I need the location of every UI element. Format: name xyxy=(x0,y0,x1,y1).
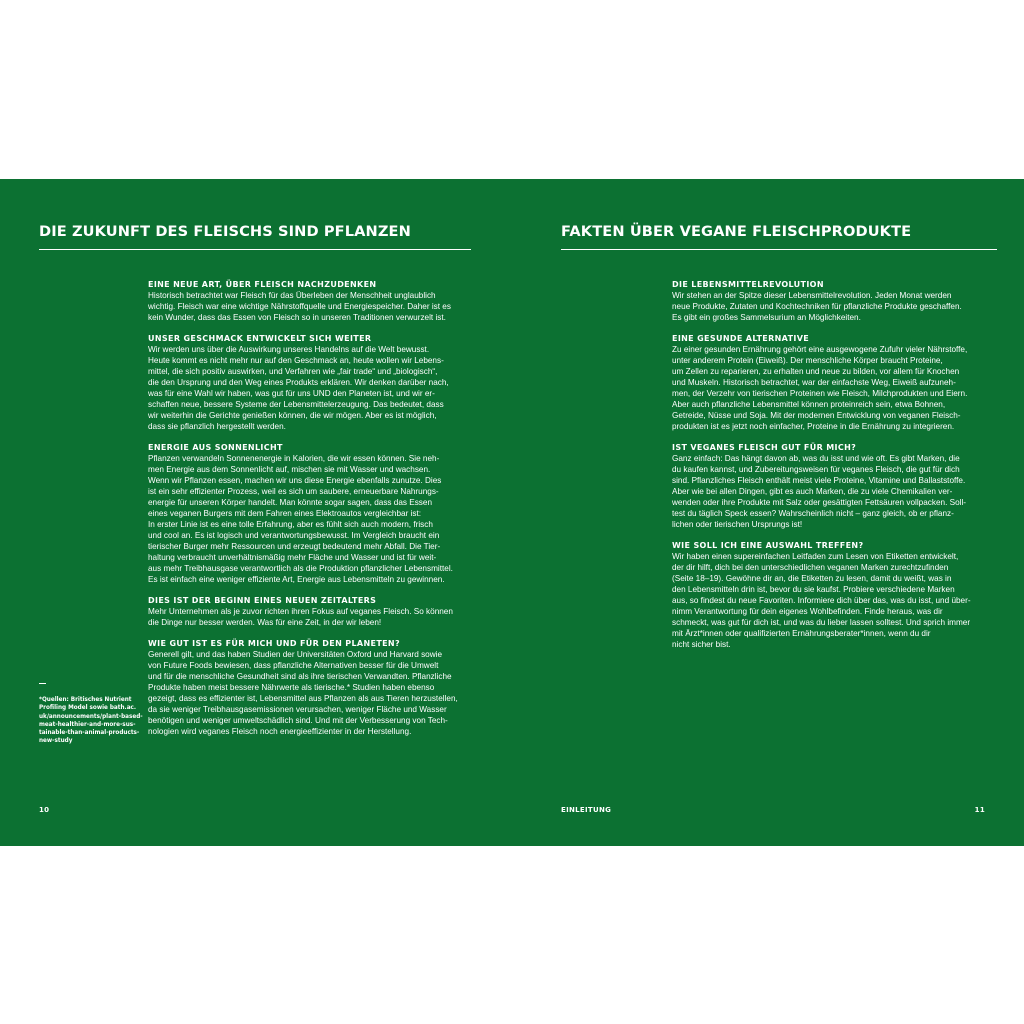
text-line: men Energie aus dem Sonnenlicht auf, mischen sie mit Wasser und wachsen. xyxy=(148,465,431,474)
left-page xyxy=(0,179,512,846)
text-line: Aber auch pflanzliche Lebensmittel können proteinreich sein, etwa Bohnen, xyxy=(672,400,946,409)
text-line: aus mehr Treibhausgase verantwortlich als die Produktion pflanzlicher Lebensmittel. xyxy=(148,564,453,573)
article-section xyxy=(148,638,468,737)
text-line: Historisch betrachtet war Fleisch für das Überleben der Menschheit unglaublich xyxy=(148,291,436,300)
text-line: Generell gilt, und das haben Studien der Universitäten Oxford und Harvard sowie xyxy=(148,650,443,659)
text-line: Mehr Unternehmen als je zuvor richten ihren Fokus auf veganes Fleisch. So können xyxy=(148,607,453,616)
section-body xyxy=(148,606,468,628)
text-line: Es ist einfach eine weniger effiziente Art, Energie aus Lebensmitteln zu gewinnen. xyxy=(148,575,445,584)
section-title: DIES IST DER BEGINN EINES NEUEN ZEITALTERS xyxy=(148,596,377,605)
section-body xyxy=(148,344,468,432)
article-section xyxy=(672,540,992,650)
footnote-line: *Quellen: Britisches Nutrient xyxy=(39,697,132,703)
text-line: und Muskeln. Historisch betrachtet, war der einfachste Weg, Eiweiß aufzuneh- xyxy=(672,378,956,387)
footnote-line: meat-healthier-and-more-sus- xyxy=(39,721,136,728)
article-section xyxy=(148,279,468,323)
text-line: schmeckt, was gut für dich ist, und was du lieber lassen solltest. Und sprich immer xyxy=(672,618,971,627)
section-body xyxy=(672,453,992,530)
footnote xyxy=(39,683,144,746)
text-line: energie für unseren Körper handelt. Man könnte sogar sagen, dass das Essen xyxy=(148,498,433,507)
text-line: kein Wunder, dass das Essen von Fleisch so in unseren Traditionen verwurzelt ist. xyxy=(148,313,446,322)
text-line: lichen oder tierischen Ursprungs ist! xyxy=(672,520,803,529)
section-title: DIE LEBENSMITTELREVOLUTION xyxy=(672,280,824,289)
text-line: Es gibt ein großes Sammelsurium an Möglichkeiten. xyxy=(672,313,861,322)
text-line: eines veganen Burgers mit dem Fahren eines Elektroautos vergleichbar ist: xyxy=(148,509,422,518)
section-title: WIE GUT IST ES FÜR MICH UND FÜR DEN PLANETEN? xyxy=(148,639,400,648)
heading-rule xyxy=(39,249,471,250)
section-body xyxy=(672,344,992,432)
text-line: wichtig. Fleisch war eine wichtige Nährstoffquelle und Energiespeicher. Daher ist es xyxy=(148,302,451,311)
article-section xyxy=(672,442,992,530)
text-line: unter anderem Protein (Eiweiß). Der menschliche Körper braucht Proteine, xyxy=(672,356,943,365)
text-line: test du täglich Speck essen? Wahrscheinlich nicht – ganz gleich, ob er pflanz- xyxy=(672,509,954,518)
text-line: sind. Pflanzliches Fleisch enthält meist viele Proteine, Vitamine und Ballaststoffe. xyxy=(672,476,966,485)
text-line: Wir stehen an der Spitze dieser Lebensmittelrevolution. Jeden Monat werden xyxy=(672,291,952,300)
section-body xyxy=(672,290,992,323)
text-line: der dir hilft, dich bei den unterschiedlichen veganen Marken zurechtzufinden xyxy=(672,563,949,572)
text-line: gezeigt, dass es effizienter ist, Lebensmittel aus Pflanzen als aus Tieren herzustellen, xyxy=(148,694,458,703)
left-page-heading: DIE ZUKUNFT DES FLEISCHS SIND PFLANZEN xyxy=(39,223,411,240)
section-body xyxy=(148,649,468,737)
text-line: Wir werden uns über die Auswirkung unseres Handelns auf die Welt bewusst. xyxy=(148,345,430,354)
text-line: wir weiterhin die Gerichte genießen können, die wir mögen. Aber es ist möglich, xyxy=(148,411,437,420)
text-line: Getreide, Nüsse und Soja. Mit der modernen Entwicklung von veganen Fleisch- xyxy=(672,411,961,420)
running-section-label: EINLEITUNG xyxy=(561,806,612,814)
text-line: tierischer Burger mehr Ressourcen und erzeugt bedeutend mehr Abfall. Die Tier- xyxy=(148,542,441,551)
text-line: um Zellen zu reparieren, zu erhalten und neue zu bilden, vor allem für Knochen xyxy=(672,367,960,376)
text-line: mittel, die sich positiv auswirken, und Verfahren wie „fair trade“ und „biologisch“, xyxy=(148,367,438,376)
text-line: nimm Verantwortung für dein eigenes Wohlbefinden. Finde heraus, was dir xyxy=(672,607,943,616)
article-section xyxy=(672,279,992,323)
left-text-column xyxy=(148,279,468,747)
text-line: Wir haben einen supereinfachen Leitfaden zum Lesen von Etiketten entwickelt, xyxy=(672,552,959,561)
text-line: Pflanzen verwandeln Sonnenenergie in Kalorien, die wir essen können. Sie neh- xyxy=(148,454,440,463)
text-line: du kaufen kannst, und Zubereitungsweisen für veganes Fleisch, die gut für dich xyxy=(672,465,960,474)
right-page xyxy=(512,179,1024,846)
book-spread xyxy=(0,179,1024,846)
footnote-line: Profiling Model sowie bath.ac. xyxy=(39,705,137,712)
text-line: Wenn wir Pflanzen essen, machen wir uns diese Energie ebenfalls zunutze. Dies xyxy=(148,476,442,485)
text-line: haltung verbraucht unverhältnismäßig mehr Fläche und Wasser und ist für weit- xyxy=(148,553,437,562)
text-line: und cool an. Es ist logisch und verantwortungsbewusst. Im Vergleich braucht ein xyxy=(148,531,440,540)
section-body xyxy=(672,551,992,650)
text-line: und für die menschliche Gesundheit sind als ihre tierischen Verwandten. Pflanzliche xyxy=(148,672,452,681)
page-number: 11 xyxy=(974,806,985,814)
section-title: WIE SOLL ICH EINE AUSWAHL TREFFEN? xyxy=(672,541,864,550)
right-text-column xyxy=(672,279,992,660)
text-line: da sie weniger Treibhausgasemissionen verursachen, weniger Fläche und Wasser xyxy=(148,705,447,714)
text-line: produkten ist es jetzt noch einfacher, Proteine in die Ernährung zu integrieren. xyxy=(672,422,955,431)
text-line: Produkte haben meist bessere Nährwerte als tierische.* Studien haben ebenso xyxy=(148,683,435,692)
text-line: nologien wird veganes Fleisch noch energieeffizienter in der Herstellung. xyxy=(148,727,412,736)
footnote-line: tainable-than-animal-products- xyxy=(39,730,140,737)
text-line: men, der Verzehr von tierischen Proteinen wie Fleisch, Milchprodukten und Eiern. xyxy=(672,389,968,398)
text-line: die den Ursprung und den Weg eines Produkts erklären. Wir denken darüber nach, xyxy=(148,378,449,387)
text-line: benötigen und weniger umweltschädlich sind. Und mit der Verbesserung von Tech- xyxy=(148,716,448,725)
article-section xyxy=(148,333,468,432)
text-line: Zu einer gesunden Ernährung gehört eine ausgewogene Zufuhr vieler Nährstoffe, xyxy=(672,345,968,354)
footnote-line: uk/announcements/plant-based- xyxy=(39,713,143,720)
section-title: UNSER GESCHMACK ENTWICKELT SICH WEITER xyxy=(148,334,372,343)
section-body xyxy=(148,453,468,585)
text-line: neue Produkte, Zutaten und Kochtechniken für pflanzliche Produkte geschaffen. xyxy=(672,302,962,311)
text-line: In erster Linie ist es eine tolle Erfahrung, aber es fühlt sich auch modern, frisch xyxy=(148,520,433,529)
text-line: (Seite 18–19). Gewöhne dir an, die Etiketten zu lesen, damit du weißt, was in xyxy=(672,574,952,583)
text-line: Heute kommt es nicht mehr nur auf den Geschmack an, heute wollen wir Lebens- xyxy=(148,356,444,365)
text-line: schaffen neue, bessere Systeme der Lebensmittelerzeugung. Das bedeutet, dass xyxy=(148,400,444,409)
heading-rule xyxy=(561,249,997,250)
section-title: EINE GESUNDE ALTERNATIVE xyxy=(672,334,810,343)
section-body xyxy=(148,290,468,323)
article-section xyxy=(672,333,992,432)
text-line: mit Ärzt*innen oder qualifizierten Ernährungsberater*innen, wenn du dir xyxy=(672,629,931,638)
text-line: die Dinge nur besser werden. Was für eine Zeit, in der wir leben! xyxy=(148,618,382,627)
footnote-mark xyxy=(39,683,46,684)
text-line: wenden oder ihre Produkte mit Salz oder gesättigten Fettsäuren vollpacken. Soll- xyxy=(672,498,967,507)
text-line: Ganz einfach: Das hängt davon ab, was du isst und wie oft. Es gibt Marken, die xyxy=(672,454,960,463)
right-page-heading: FAKTEN ÜBER VEGANE FLEISCHPRODUKTE xyxy=(561,223,912,240)
article-section xyxy=(148,442,468,585)
article-section xyxy=(148,595,468,628)
text-line: den Lebensmitteln drin ist, bevor du sie kaufst. Probiere verschiedene Marken xyxy=(672,585,955,594)
section-title: EINE NEUE ART, ÜBER FLEISCH NACHZUDENKEN xyxy=(148,280,377,289)
section-title: ENERGIE AUS SONNENLICHT xyxy=(148,443,283,452)
text-line: was für eine Wahl wir haben, was gut für uns UND den Planeten ist, und wir er- xyxy=(148,389,435,398)
page-number: 10 xyxy=(39,806,50,814)
text-line: ist ein sehr effizienter Prozess, weil es sich um saubere, erneuerbare Nahrungs- xyxy=(148,487,439,496)
footnote-line: new-study xyxy=(39,738,73,745)
text-line: Aber wie bei allen Dingen, gibt es auch Marken, die zu viele Chemikalien ver- xyxy=(672,487,953,496)
text-line: nicht sicher bist. xyxy=(672,640,731,649)
text-line: dass sie pflanzlich hergestellt werden. xyxy=(148,422,286,431)
text-line: aus, so findest du neue Favoriten. Informiere dich über das, was du isst, und über- xyxy=(672,596,971,605)
text-line: von Future Foods bewiesen, dass pflanzliche Alternativen besser für die Umwelt xyxy=(148,661,439,670)
section-title: IST VEGANES FLEISCH GUT FÜR MICH? xyxy=(672,443,857,452)
footnote-text xyxy=(39,696,144,746)
